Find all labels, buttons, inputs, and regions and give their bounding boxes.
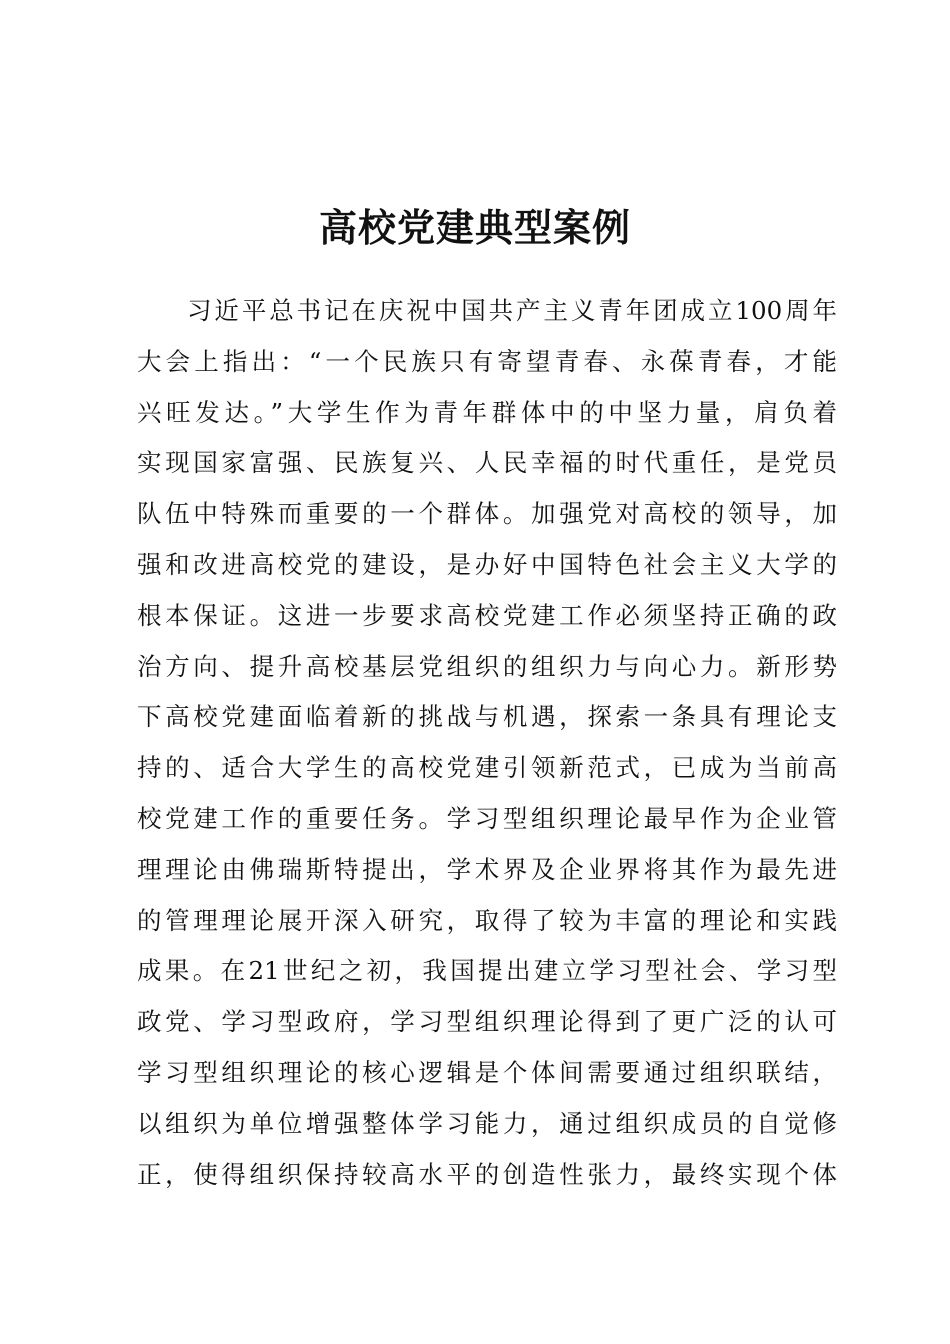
body-line: 兴旺发达。”大学生作为青年群体中的中坚力量，肩负着 xyxy=(137,397,837,427)
body-line: 校党建工作的重要任务。学习型组织理论最早作为企业管 xyxy=(137,803,837,833)
body-line: 治方向、提升高校基层党组织的组织力与向心力。新形势 xyxy=(137,651,837,681)
body-line: 理理论由佛瑞斯特提出，学术界及企业界将其作为最先进 xyxy=(137,854,837,884)
body-line: 成果。在21世纪之初，我国提出建立学习型社会、学习型 xyxy=(137,956,837,986)
body-line: 的管理理论展开深入研究，取得了较为丰富的理论和实践 xyxy=(137,905,837,935)
body-line: 学习型组织理论的核心逻辑是个体间需要通过组织联结， xyxy=(137,1057,837,1087)
document-title: 高校党建典型案例 xyxy=(318,205,631,250)
document-body xyxy=(137,286,837,1200)
body-line: 强和改进高校党的建设，是办好中国特色社会主义大学的 xyxy=(137,549,837,579)
body-line: 根本保证。这进一步要求高校党建工作必须坚持正确的政 xyxy=(137,600,837,630)
body-line: 队伍中特殊而重要的一个群体。加强党对高校的领导，加 xyxy=(137,499,837,529)
body-line: 实现国家富强、民族复兴、人民幸福的时代重任，是党员 xyxy=(137,448,837,478)
body-line: 大会上指出：“一个民族只有寄望青春、永葆青春，才能 xyxy=(137,346,837,376)
body-line: 以组织为单位增强整体学习能力，通过组织成员的自觉修 xyxy=(137,1108,837,1138)
body-line: 习近平总书记在庆祝中国共产主义青年团成立100周年 xyxy=(187,296,837,325)
body-line: 正，使得组织保持较高水平的创造性张力，最终实现个体 xyxy=(137,1159,837,1189)
body-line: 持的、适合大学生的高校党建引领新范式，已成为当前高 xyxy=(137,753,837,783)
body-line: 政党、学习型政府，学习型组织理论得到了更广泛的认可 xyxy=(137,1007,837,1037)
body-line: 下高校党建面临着新的挑战与机遇，探索一条具有理论支 xyxy=(137,702,837,732)
